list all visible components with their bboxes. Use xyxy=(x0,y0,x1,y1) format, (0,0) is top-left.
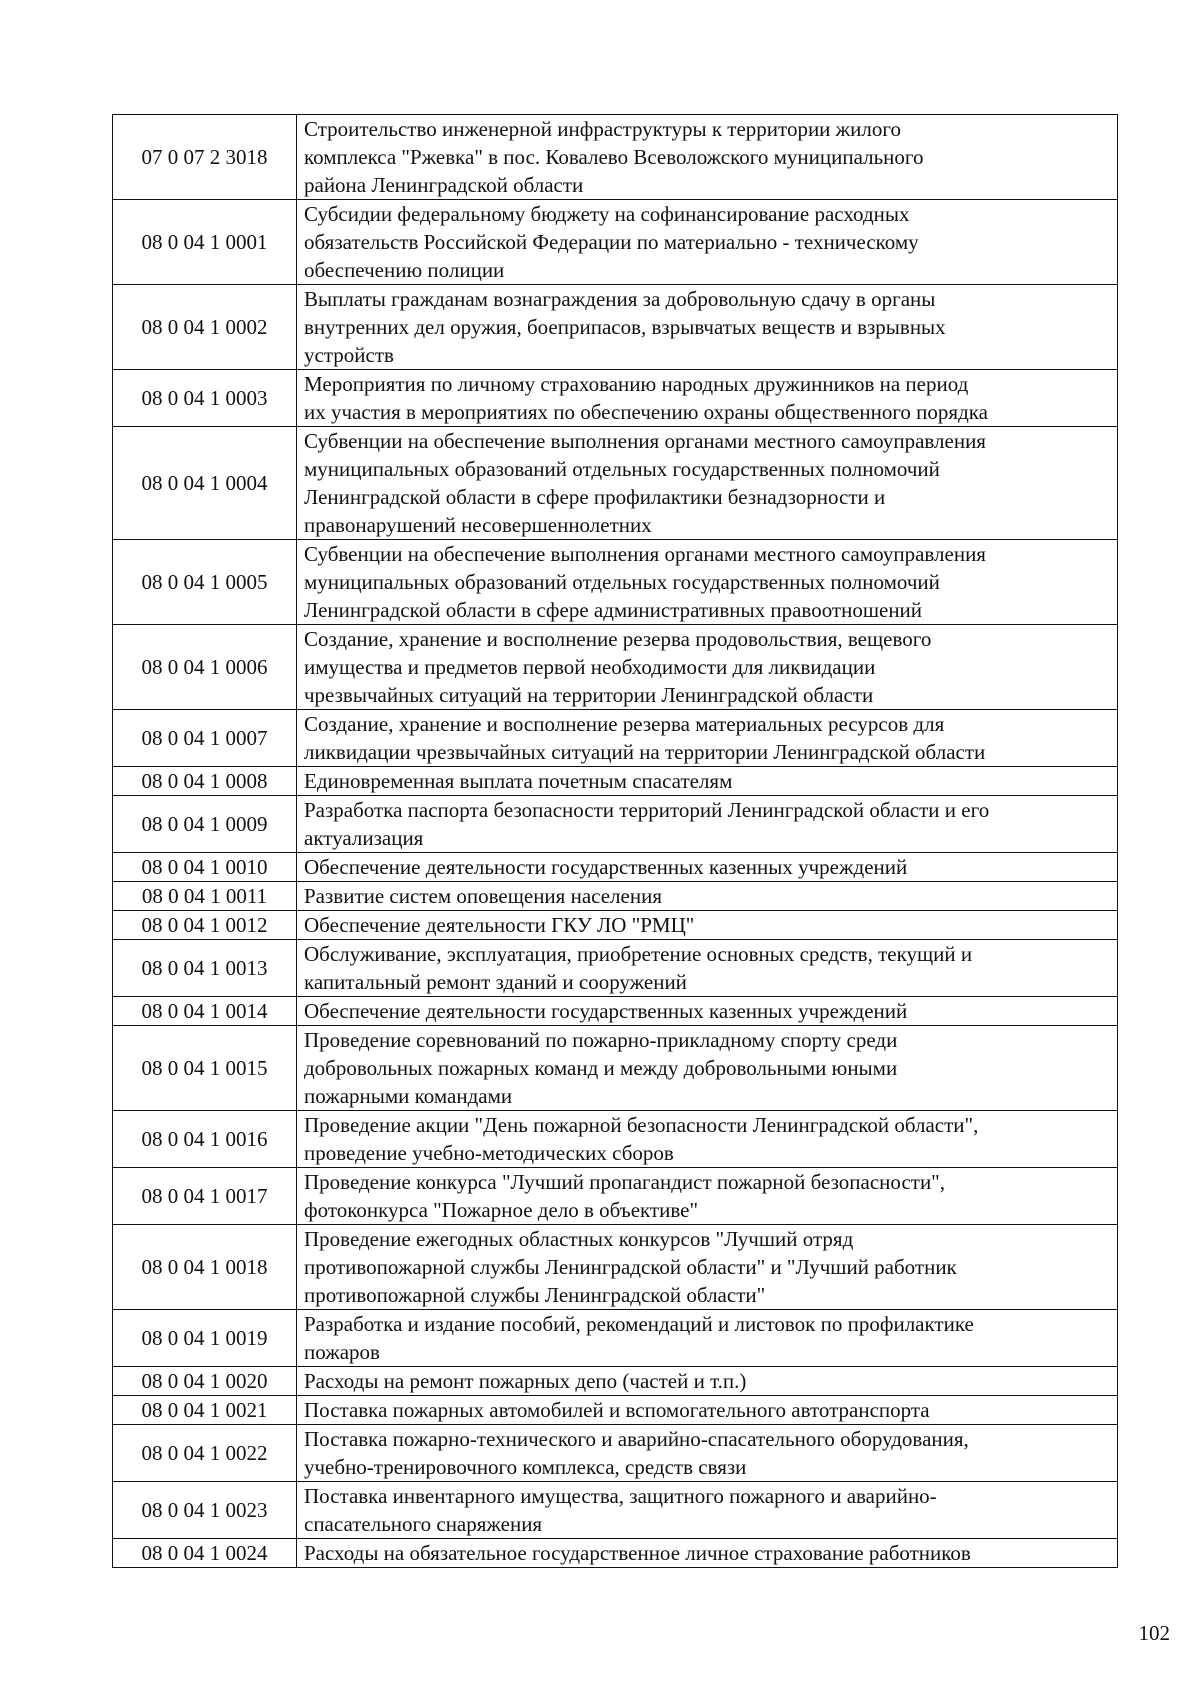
table-body xyxy=(113,115,1118,1568)
description-line: Проведение ежегодных областных конкурсов "Лучший отряд xyxy=(304,1227,854,1251)
description-line: Расходы на ремонт пожарных депо (частей и т.п.) xyxy=(304,1369,747,1393)
description-line: Субвенции на обеспечение выполнения органами местного самоуправления xyxy=(304,429,986,453)
description-line: внутренних дел оружия, боеприпасов, взрывчатых веществ и взрывных xyxy=(304,315,946,339)
table-row xyxy=(113,1225,1118,1310)
description-line: фотоконкурса "Пожарное дело в объективе" xyxy=(304,1198,699,1222)
code-cell: 08 0 04 1 0021 xyxy=(113,1396,297,1425)
description-cell xyxy=(297,1367,1118,1396)
table-row xyxy=(113,1367,1118,1396)
table-row xyxy=(113,115,1118,200)
description-line: Поставка пожарно-технического и аварийно-спасательного оборудования, xyxy=(304,1427,969,1451)
description-line: Обслуживание, эксплуатация, приобретение основных средств, текущий и xyxy=(304,942,973,966)
description-line: Разработка и издание пособий, рекомендаций и листовок по профилактике xyxy=(304,1312,974,1336)
description-line: пожаров xyxy=(304,1340,380,1364)
code-cell: 08 0 04 1 0018 xyxy=(113,1225,297,1310)
description-cell xyxy=(297,796,1118,853)
description-cell xyxy=(297,882,1118,911)
code-cell: 08 0 04 1 0010 xyxy=(113,853,297,882)
code-cell: 08 0 04 1 0014 xyxy=(113,997,297,1026)
description-line: ликвидации чрезвычайных ситуаций на территории Ленинградской области xyxy=(304,740,986,764)
code-cell: 08 0 04 1 0012 xyxy=(113,911,297,940)
table-row xyxy=(113,1168,1118,1225)
description-line: Субвенции на обеспечение выполнения органами местного самоуправления xyxy=(304,542,986,566)
description-cell xyxy=(297,767,1118,796)
table-row xyxy=(113,625,1118,710)
description-line: капитальный ремонт зданий и сооружений xyxy=(304,970,687,994)
description-line: района Ленинградской области xyxy=(304,173,584,197)
description-line: спасательного снаряжения xyxy=(304,1512,543,1536)
code-cell: 08 0 04 1 0007 xyxy=(113,710,297,767)
description-line: муниципальных образований отдельных государственных полномочий xyxy=(304,457,940,481)
code-cell: 08 0 04 1 0024 xyxy=(113,1539,297,1568)
description-line: Обеспечение деятельности ГКУ ЛО "РМЦ" xyxy=(304,913,695,937)
description-line: Обеспечение деятельности государственных казенных учреждений xyxy=(304,999,908,1023)
table-row xyxy=(113,1539,1118,1568)
code-cell: 08 0 04 1 0008 xyxy=(113,767,297,796)
description-line: Создание, хранение и восполнение резерва продовольствия, вещевого xyxy=(304,627,932,651)
description-line: Обеспечение деятельности государственных казенных учреждений xyxy=(304,855,908,879)
description-cell xyxy=(297,540,1118,625)
table-row xyxy=(113,997,1118,1026)
table-row xyxy=(113,911,1118,940)
description-line: Единовременная выплата почетным спасателям xyxy=(304,769,733,793)
description-cell xyxy=(297,1026,1118,1111)
description-line: Проведение акции "День пожарной безопасности Ленинградской области", xyxy=(304,1113,979,1137)
description-cell xyxy=(297,710,1118,767)
budget-classification-table xyxy=(112,114,1118,1568)
code-cell: 07 0 07 2 3018 xyxy=(113,115,297,200)
code-cell: 08 0 04 1 0004 xyxy=(113,427,297,540)
description-line: учебно-тренировочного комплекса, средств связи xyxy=(304,1455,747,1479)
table-row xyxy=(113,940,1118,997)
description-cell xyxy=(297,997,1118,1026)
description-cell xyxy=(297,1111,1118,1168)
table-row xyxy=(113,796,1118,853)
description-cell xyxy=(297,1310,1118,1367)
description-cell xyxy=(297,940,1118,997)
code-cell: 08 0 04 1 0001 xyxy=(113,200,297,285)
code-cell: 08 0 04 1 0020 xyxy=(113,1367,297,1396)
description-cell xyxy=(297,1225,1118,1310)
code-cell: 08 0 04 1 0009 xyxy=(113,796,297,853)
table-row xyxy=(113,200,1118,285)
description-line: их участия в мероприятиях по обеспечению охраны общественного порядка xyxy=(304,400,988,424)
description-line: Субсидии федеральному бюджету на софинансирование расходных xyxy=(304,202,910,226)
code-cell: 08 0 04 1 0011 xyxy=(113,882,297,911)
description-line: имущества и предметов первой необходимости для ликвидации xyxy=(304,655,876,679)
description-line: Мероприятия по личному страхованию народных дружинников на период xyxy=(304,372,969,396)
description-line: Развитие систем оповещения населения xyxy=(304,884,662,908)
description-line: добровольных пожарных команд и между добровольными юными xyxy=(304,1056,898,1080)
table-row xyxy=(113,370,1118,427)
description-line: актуализация xyxy=(304,826,424,850)
table-row xyxy=(113,767,1118,796)
table-row xyxy=(113,710,1118,767)
code-cell: 08 0 04 1 0023 xyxy=(113,1482,297,1539)
description-line: обязательств Российской Федерации по материально - техническому xyxy=(304,230,919,254)
code-cell: 08 0 04 1 0013 xyxy=(113,940,297,997)
code-cell: 08 0 04 1 0019 xyxy=(113,1310,297,1367)
table-row xyxy=(113,1482,1118,1539)
table-row xyxy=(113,1425,1118,1482)
code-cell: 08 0 04 1 0015 xyxy=(113,1026,297,1111)
description-line: Проведение соревнований по пожарно-прикладному спорту среди xyxy=(304,1028,898,1052)
description-line: Строительство инженерной инфраструктуры к территории жилого xyxy=(304,117,901,141)
description-cell xyxy=(297,625,1118,710)
description-line: обеспечению полиции xyxy=(304,258,505,282)
description-line: проведение учебно-методических сборов xyxy=(304,1141,674,1165)
description-cell xyxy=(297,1168,1118,1225)
description-cell xyxy=(297,1539,1118,1568)
description-cell xyxy=(297,1425,1118,1482)
table-row xyxy=(113,285,1118,370)
description-cell xyxy=(297,853,1118,882)
description-line: Поставка пожарных автомобилей и вспомогательного автотранспорта xyxy=(304,1398,930,1422)
table-row xyxy=(113,1396,1118,1425)
description-cell xyxy=(297,911,1118,940)
table-row xyxy=(113,540,1118,625)
table-row xyxy=(113,853,1118,882)
description-line: Ленинградской области в сфере профилактики безнадзорности и xyxy=(304,485,886,509)
description-line: Ленинградской области в сфере административных правоотношений xyxy=(304,598,923,622)
description-line: устройств xyxy=(304,343,394,367)
code-cell: 08 0 04 1 0017 xyxy=(113,1168,297,1225)
description-line: муниципальных образований отдельных государственных полномочий xyxy=(304,570,940,594)
description-cell xyxy=(297,370,1118,427)
description-line: противопожарной службы Ленинградской области" и "Лучший работник xyxy=(304,1255,957,1279)
description-cell xyxy=(297,1482,1118,1539)
description-line: чрезвычайных ситуаций на территории Ленинградской области xyxy=(304,683,874,707)
description-line: Поставка инвентарного имущества, защитного пожарного и аварийно- xyxy=(304,1484,937,1508)
description-line: правонарушений несовершеннолетних xyxy=(304,513,652,537)
description-cell xyxy=(297,427,1118,540)
description-line: комплекса "Ржевка" в пос. Ковалево Всеволожского муниципального xyxy=(304,145,924,169)
description-line: противопожарной службы Ленинградской области" xyxy=(304,1283,766,1307)
description-cell xyxy=(297,115,1118,200)
table-row xyxy=(113,427,1118,540)
description-line: Разработка паспорта безопасности территорий Ленинградской области и его xyxy=(304,798,990,822)
code-cell: 08 0 04 1 0016 xyxy=(113,1111,297,1168)
description-cell xyxy=(297,285,1118,370)
description-line: Расходы на обязательное государственное личное страхование работников xyxy=(304,1541,971,1565)
code-cell: 08 0 04 1 0022 xyxy=(113,1425,297,1482)
description-line: Выплаты гражданам вознаграждения за добровольную сдачу в органы xyxy=(304,287,936,311)
code-cell: 08 0 04 1 0006 xyxy=(113,625,297,710)
table-row xyxy=(113,1026,1118,1111)
description-line: Создание, хранение и восполнение резерва материальных ресурсов для xyxy=(304,712,945,736)
description-line: пожарными командами xyxy=(304,1084,513,1108)
page-number: 102 xyxy=(1138,1621,1170,1645)
code-cell: 08 0 04 1 0002 xyxy=(113,285,297,370)
description-cell xyxy=(297,1396,1118,1425)
description-line: Проведение конкурса "Лучший пропагандист пожарной безопасности", xyxy=(304,1170,946,1194)
table-row xyxy=(113,1111,1118,1168)
table-row xyxy=(113,1310,1118,1367)
table-row xyxy=(113,882,1118,911)
code-cell: 08 0 04 1 0003 xyxy=(113,370,297,427)
description-cell xyxy=(297,200,1118,285)
code-cell: 08 0 04 1 0005 xyxy=(113,540,297,625)
